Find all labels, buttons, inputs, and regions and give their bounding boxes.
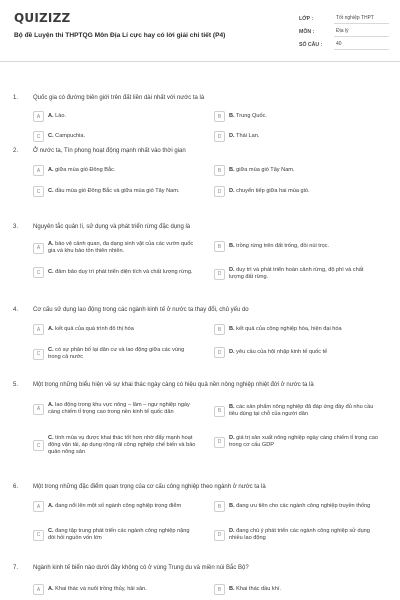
option-key: A.: [48, 586, 54, 592]
option-d[interactable]: [214, 435, 378, 449]
option-text: đang nổi lên một số ngành công nghiệp trọng điểm: [55, 503, 182, 509]
option-a[interactable]: [33, 501, 197, 512]
option-letter: A: [33, 404, 44, 415]
question-text: Một trong những đặc điểm quan trọng của cơ cấu công nghiệp theo ngành ở nước ta là: [33, 484, 266, 490]
option-c[interactable]: [33, 528, 197, 542]
option-letter: A: [33, 111, 44, 122]
option-c[interactable]: [33, 186, 197, 197]
option-b[interactable]: [214, 501, 378, 512]
option-letter: C: [33, 530, 44, 541]
option-b[interactable]: [214, 584, 378, 595]
question-number: 3.: [13, 224, 19, 230]
question-number: 2.: [13, 148, 19, 154]
option-key: D.: [229, 435, 235, 441]
option-text: đang tập trung phát triển các ngành công nghiệp nặng đòi hỏi nguồn vốn lớn: [48, 528, 190, 541]
meta-label: MÔN :: [299, 28, 315, 35]
option-letter: C: [33, 349, 44, 360]
question-text: Ở nước ta, Tín phong hoạt động mạnh nhất vào thời gian: [33, 148, 186, 154]
option-letter: B: [214, 406, 225, 417]
option-d[interactable]: [214, 186, 378, 197]
option-key: D.: [229, 528, 235, 534]
option-text: Thái Lan.: [236, 133, 260, 139]
option-text: giữa mùa gió Đông Bắc.: [55, 167, 116, 173]
option-key: A.: [48, 241, 54, 247]
option-key: B.: [229, 326, 235, 332]
option-letter: D: [214, 269, 225, 280]
option-key: A.: [48, 503, 54, 509]
option-key: A.: [48, 167, 54, 173]
option-key: D.: [229, 188, 235, 194]
option-d[interactable]: [214, 131, 378, 142]
option-key: A.: [48, 326, 54, 332]
option-d[interactable]: [214, 528, 378, 542]
option-b[interactable]: [214, 111, 378, 122]
option-text: đang chú ý phát triển các ngành công nghiệp sử dụng nhiều lao động: [229, 528, 370, 541]
option-text: Khai thác dầu khí.: [236, 586, 281, 592]
option-b[interactable]: [214, 324, 378, 335]
option-letter: D: [214, 530, 225, 541]
option-d[interactable]: [214, 267, 378, 281]
option-key: B.: [229, 243, 235, 249]
option-text: đang ưu tiên cho các ngành công nghiệp truyền thống: [236, 503, 371, 509]
option-letter: C: [33, 440, 44, 451]
option-key: C.: [48, 269, 54, 275]
option-letter: D: [214, 437, 225, 448]
option-key: B.: [229, 113, 235, 119]
option-letter: C: [33, 267, 44, 278]
option-letter: D: [214, 186, 225, 197]
option-a[interactable]: [33, 111, 197, 122]
option-text: đảm bảo duy trì phát triển diện tích và chất lượng rừng.: [55, 269, 193, 275]
meta-label: SỐ CÂU :: [299, 41, 323, 48]
meta-row-class: [299, 12, 389, 25]
option-a[interactable]: [33, 165, 197, 176]
option-key: D.: [229, 349, 235, 355]
option-letter: C: [33, 186, 44, 197]
option-text: lao động trong khu vực nông – lâm – ngư nghiệp ngày càng chiếm tỉ trọng cao trong nền kinh tế quốc dân: [48, 402, 190, 415]
option-letter: B: [214, 501, 225, 512]
meta-row-subject: [299, 25, 389, 38]
option-text: có sự phân bố lại dân cư và lao động giữa các vùng trong cả nước: [48, 347, 185, 360]
option-c[interactable]: [33, 267, 197, 278]
option-text: các sản phẩm nông nghiệp đã đáp ứng đầy đủ nhu cầu tiêu dùng tại chỗ của người dân: [229, 404, 374, 417]
meta-value: 40: [334, 39, 389, 50]
option-a[interactable]: [33, 402, 197, 416]
option-a[interactable]: [33, 584, 197, 595]
option-text: duy trì và phát triển hoàn cảnh rừng, độ phì và chất lượng đất rừng.: [229, 267, 364, 280]
option-key: C.: [48, 188, 54, 194]
option-key: B.: [229, 167, 235, 173]
meta-box: [299, 12, 389, 51]
meta-value: Địa lý: [334, 26, 389, 37]
option-b[interactable]: [214, 404, 378, 418]
option-text: kết quả của công nghiệp hóa, hiện đại hóa: [236, 326, 342, 332]
question-text: Cơ cấu sử dụng lao động trong các ngành kinh tế ở nước ta thay đổi, chủ yếu do: [33, 307, 249, 313]
option-key: C.: [48, 347, 54, 353]
question-number: 1.: [13, 95, 19, 101]
option-letter: C: [33, 131, 44, 142]
option-text: giữa mùa gió Tây Nam.: [236, 167, 295, 173]
option-letter: A: [33, 501, 44, 512]
option-text: trồng rừng trên đất trống, đồi núi trọc.: [236, 243, 330, 249]
option-key: C.: [48, 133, 54, 139]
question-number: 6.: [13, 484, 19, 490]
option-letter: B: [214, 241, 225, 252]
option-letter: A: [33, 584, 44, 595]
option-key: B.: [229, 404, 235, 410]
option-text: giá trị sản xuất nông nghiệp ngày càng chiếm tỉ trọng cao trong cơ cấu GDP: [229, 435, 378, 448]
option-b[interactable]: [214, 165, 378, 176]
option-text: Trung Quốc.: [236, 113, 267, 119]
meta-label: LỚP :: [299, 15, 314, 22]
option-letter: A: [33, 165, 44, 176]
option-key: A.: [48, 113, 54, 119]
option-text: Khai thác và nuôi trồng thủy, hải sản.: [55, 586, 147, 592]
option-text: Lào.: [55, 113, 67, 119]
question-text: Nguyên tắc quản lí, sử dụng và phát triển rừng đặc dụng là: [33, 224, 191, 230]
option-key: A.: [48, 402, 54, 408]
option-a[interactable]: [33, 241, 197, 255]
question-number: 5.: [13, 382, 19, 388]
worksheet-header: [0, 0, 400, 62]
option-text: Campuchia.: [55, 133, 86, 139]
option-letter: B: [214, 324, 225, 335]
option-letter: B: [214, 584, 225, 595]
option-key: D.: [229, 267, 235, 273]
option-key: B.: [229, 503, 235, 509]
option-letter: B: [214, 111, 225, 122]
question-number: 4.: [13, 307, 19, 313]
option-text: kết quả của quá trình đô thị hóa: [55, 326, 134, 332]
option-c[interactable]: [33, 131, 197, 142]
option-letter: D: [214, 131, 225, 142]
option-text: chuyển tiếp giữa hai mùa gió.: [236, 188, 310, 194]
meta-value: Tốt nghiệp THPT: [334, 13, 389, 24]
option-text: yêu cầu của hội nhập kinh tế quốc tế: [236, 349, 328, 355]
option-a[interactable]: [33, 324, 197, 335]
option-letter: B: [214, 165, 225, 176]
option-key: C.: [48, 435, 54, 441]
option-d[interactable]: [214, 347, 378, 358]
option-text: tính mùa vụ được khai thác tốt hơn nhờ đẩy mạnh hoạt động vận tải, áp dụng rộng rãi công nghiệp chế biến và bảo quản nông sản: [48, 435, 196, 455]
option-letter: A: [33, 324, 44, 335]
option-text: bảo vệ cảnh quan, đa dạng sinh vật của các vườn quốc gia và khu bảo tồn thiên nhiên.: [48, 241, 194, 254]
option-letter: A: [33, 243, 44, 254]
option-c[interactable]: [33, 347, 197, 361]
option-letter: D: [214, 347, 225, 358]
option-text: đầu mùa gió Đông Bắc và giữa mùa gió Tây Nam.: [55, 188, 180, 194]
question-number: 7.: [13, 565, 19, 571]
question-text: Ngành kinh tế biển nào dưới đây không có ở vùng Trung du và miền núi Bắc Bộ?: [33, 565, 249, 571]
option-b[interactable]: [214, 241, 378, 252]
meta-row-count: [299, 38, 389, 51]
option-key: D.: [229, 133, 235, 139]
option-key: B.: [229, 586, 235, 592]
question-text: Quốc gia có đường biên giới trên đất liền dài nhất với nước ta là: [33, 95, 205, 101]
option-c[interactable]: [33, 435, 197, 456]
option-key: C.: [48, 528, 54, 534]
quizizz-logo: QUIZIZZ: [14, 11, 71, 25]
question-text: Một trong những biểu hiện về sự khai thác ngày càng có hiệu quả nền nông nghiệp nhiệt đới ở nước ta là: [33, 382, 314, 388]
worksheet-title: Bộ đề Luyện thi THPTQG Môn Địa Lí cực hay có lời giải chi tiết (P4): [14, 32, 226, 39]
